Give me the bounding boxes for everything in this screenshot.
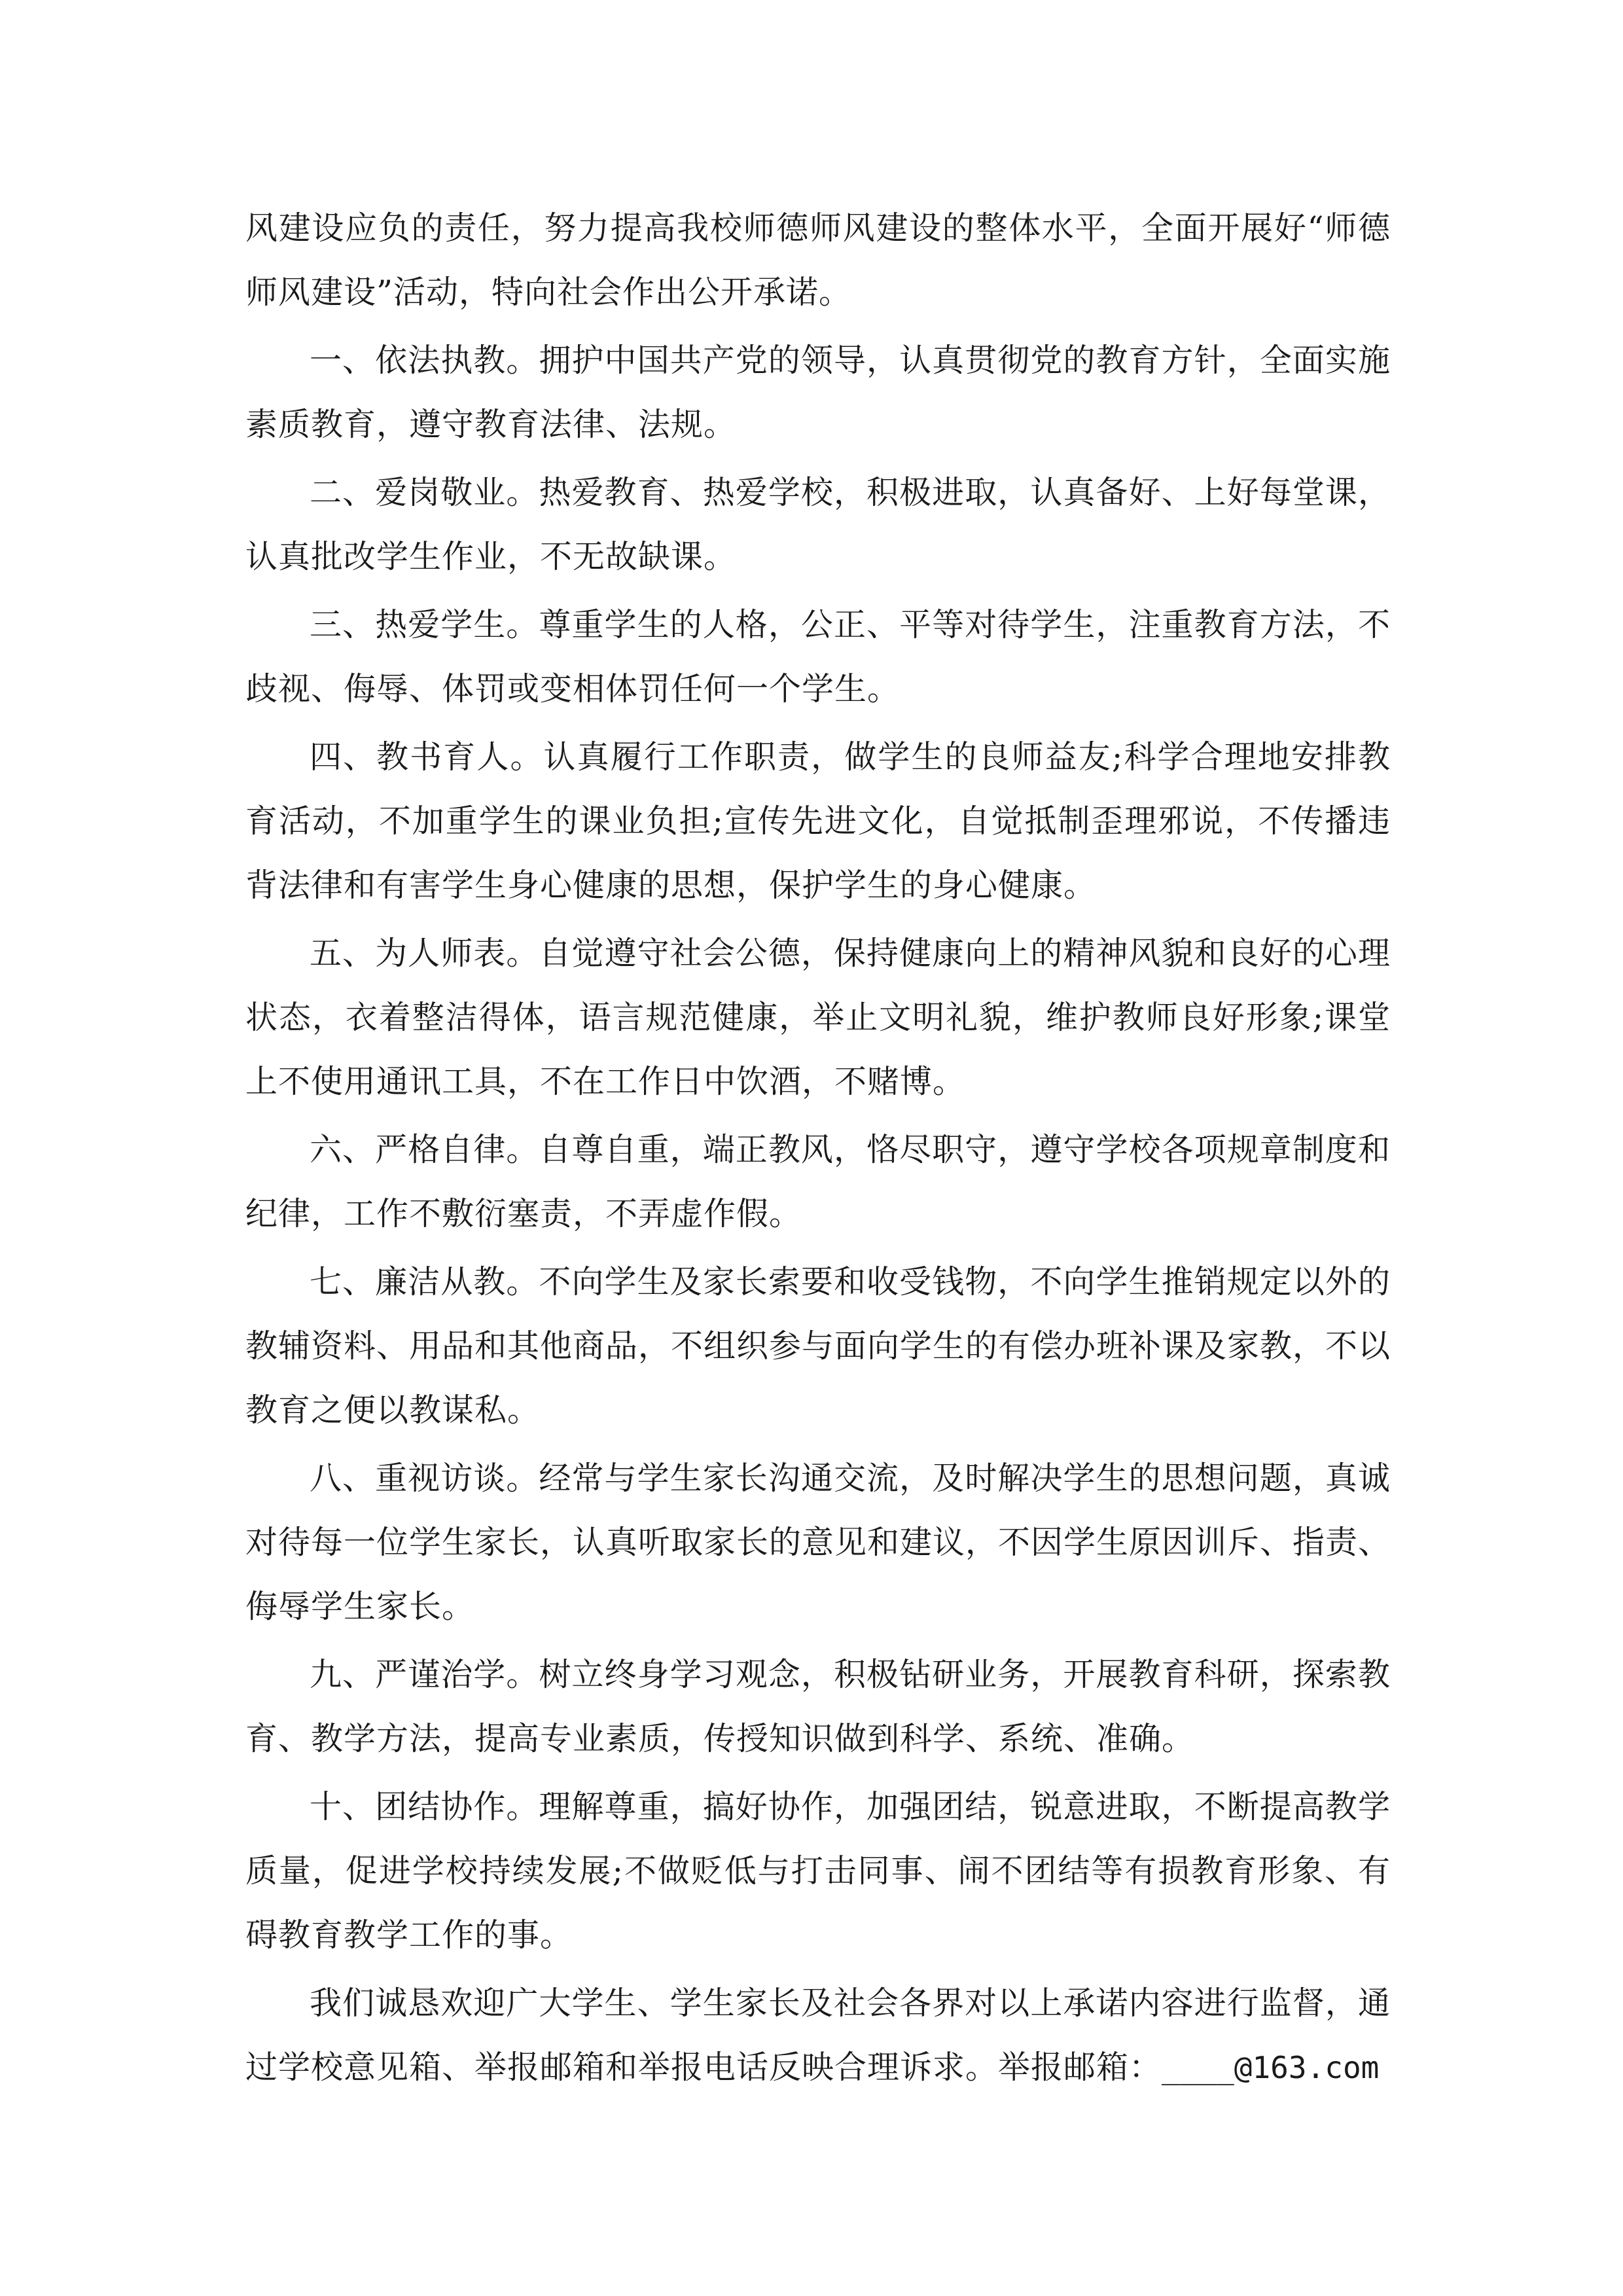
- document-body: [245, 196, 1391, 1967]
- commitment-item: 一、依法执教。拥护中国共产党的领导，认真贯彻党的教育方针，全面实施素质教育，遵守教育法律、法规。: [245, 342, 1391, 443]
- commitment-item: 三、热爱学生。尊重学生的人格，公正、平等对待学生，注重教育方法，不歧视、侮辱、体罚或变相体罚任何一个学生。: [245, 606, 1391, 708]
- continued-paragraph: 风建设应负的责任，努力提高我校师德师风建设的整体水平，全面开展好“师德师风建设”活动，特向社会作出公开承诺。: [245, 209, 1391, 311]
- closing-paragraph: [245, 1971, 1391, 2100]
- commitment-item: 二、爱岗敬业。热爱教育、热爱学校，积极进取，认真备好、上好每堂课，认真批改学生作业，不无故缺课。: [245, 474, 1391, 575]
- commitment-item: 七、廉洁从教。不向学生及家长索要和收受钱物，不向学生推销规定以外的教辅资料、用品和其他商品，不组织参与面向学生的有偿办班补课及家教，不以教育之便以教谋私。: [245, 1263, 1391, 1429]
- commitment-item: 九、严谨治学。树立终身学习观念，积极钻研业务，开展教育科研，探索教育、教学方法，提高专业素质，传授知识做到科学、系统、准确。: [245, 1656, 1391, 1757]
- commitment-item: 四、教书育人。认真履行工作职责，做学生的良师益友;科学合理地安排教育活动，不加重学生的课业负担;宣传先进文化，自觉抵制歪理邪说，不传播违背法律和有害学生身心健康的思想，保护学生的身心健康。: [245, 738, 1391, 904]
- commitment-item: 十、团结协作。理解尊重，搞好协作，加强团结，锐意进取，不断提高教学质量，促进学校持续发展;不做贬低与打击同事、闹不团结等有损教育形象、有碍教育教学工作的事。: [245, 1788, 1391, 1954]
- report-email: ____@163.com: [1162, 2050, 1380, 2085]
- closing-text: 我们诚恳欢迎广大学生、学生家长及社会各界对以上承诺内容进行监督，通过学校意见箱、举报邮箱和举报电话反映合理诉求。举报邮箱：: [245, 1984, 1391, 2086]
- document-page: [245, 196, 1391, 2104]
- commitment-item: 六、严格自律。自尊自重，端正教风，恪尽职守，遵守学校各项规章制度和纪律，工作不敷衍塞责，不弄虚作假。: [245, 1131, 1391, 1232]
- commitment-item: 八、重视访谈。经常与学生家长沟通交流，及时解决学生的思想问题，真诚对待每一位学生家长，认真听取家长的意见和建议，不因学生原因训斥、指责、侮辱学生家长。: [245, 1460, 1391, 1625]
- commitment-item: 五、为人师表。自觉遵守社会公德，保持健康向上的精神风貌和良好的心理状态，衣着整洁得体，语言规范健康，举止文明礼貌，维护教师良好形象;课堂上不使用通讯工具，不在工作日中饮酒，不赌博。: [245, 935, 1391, 1100]
